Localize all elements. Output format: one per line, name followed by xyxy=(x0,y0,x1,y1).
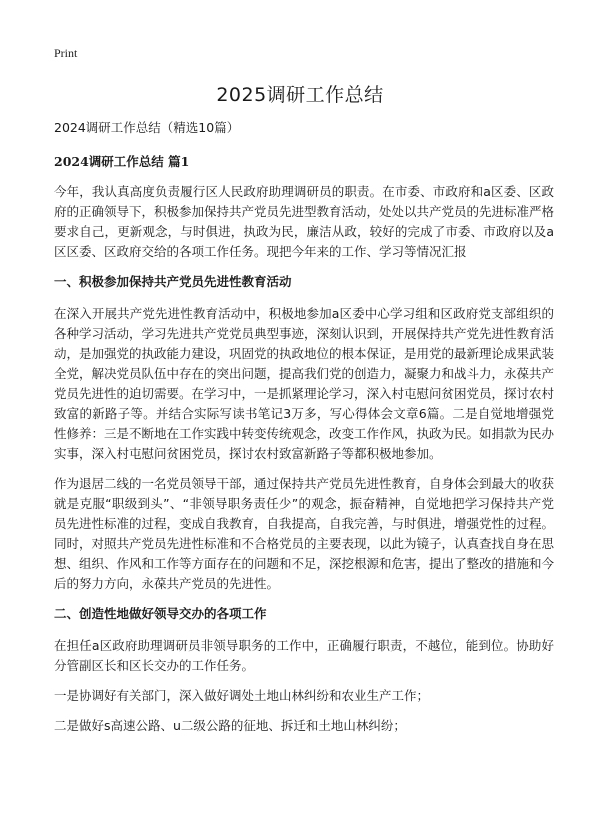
section-title: 2024调研工作总结 篇1 xyxy=(54,154,190,169)
paragraph-duties: 在担任a区政府助理调研员非领导职务的工作中，正确履行职责，不越位，能到位。协助好分管副区长和区长交办的工作任务。 xyxy=(54,638,554,673)
print-link[interactable]: Print xyxy=(54,46,78,60)
paragraph-item-1: 一是协调好有关部门，深入做好调处土地山林纠纷和农业生产工作； xyxy=(54,688,430,703)
paragraph-item-2: 二是做好s高速公路、u二级公路的征地、拆迁和土地山林纠纷； xyxy=(54,718,406,733)
paragraph-education: 在深入开展共产党先进性教育活动中，积极地参加a区委中心学习组和区政府党支部组织的各种学习活动，学习先进共产党党员典型事迹，深刻认识到，开展保持共产党先进性教育活动，是加强党的执政能力建设，巩固党的执政地位的根本保证，是用党的最新理论成果武装全党，解决党员队伍中存在的突出问题，提高我们党的创造力，凝聚力和战斗力，永葆共产党员先进性的迫切需要。在学习中，一是抓紧理论学习，深入村屯慰问贫困党员，探讨农村致富的新路子等。并结合实际写读书笔记3万多，写心得体会文章6篇。二是自觉地增强党性修养：三是不断地在工作实践中转变传统观念，改变工作作风，执政为民。如捐款为民办实事，深入村屯慰问贫困党员，探讨农村致富新路子等都积极地参加。 xyxy=(54,306,555,461)
document-title: 2025调研工作总结 xyxy=(216,84,384,106)
document-subtitle: 2024调研工作总结（精选10篇） xyxy=(54,120,240,135)
paragraph-intro: 今年，我认真高度负责履行区人民政府助理调研员的职责。在市委、市政府和a区委、区政府的正确领导下，积极参加保持共产党员先进型教育活动，处处以共产党员的先进标准严格要求自己，更新观念，与时俱进，执政为民，廉洁从政，较好的完成了市委、市政府以及a区区委、区政府交给的各项工作任务。现把今年来的工作、学习等情况汇报 xyxy=(54,184,555,259)
heading-2: 二、创造性地做好领导交办的各项工作 xyxy=(54,606,267,621)
heading-1: 一、积极参加保持共产党员先进性教育活动 xyxy=(54,274,292,289)
paragraph-reflection: 作为退居二线的一名党员领导干部，通过保持共产党员先进性教育，自身体会到最大的收获就是克服“职级到头”、“非领导职务责任少”的观念，振奋精神，自觉地把学习保持共产党员先进性标准的过程，变成自我教育，自我提高，自我完善，与时俱进，增强党性的过程。同时，对照共产党员先进性标准和不合格党员的主要表现，以此为镜子，认真查找自身在思想、组织、作风和工作等方面存在的问题和不足，深挖根源和危害，提出了整改的措施和今后的努力方向，永葆共产党员的先进性。 xyxy=(54,476,555,591)
document-content xyxy=(54,118,554,746)
